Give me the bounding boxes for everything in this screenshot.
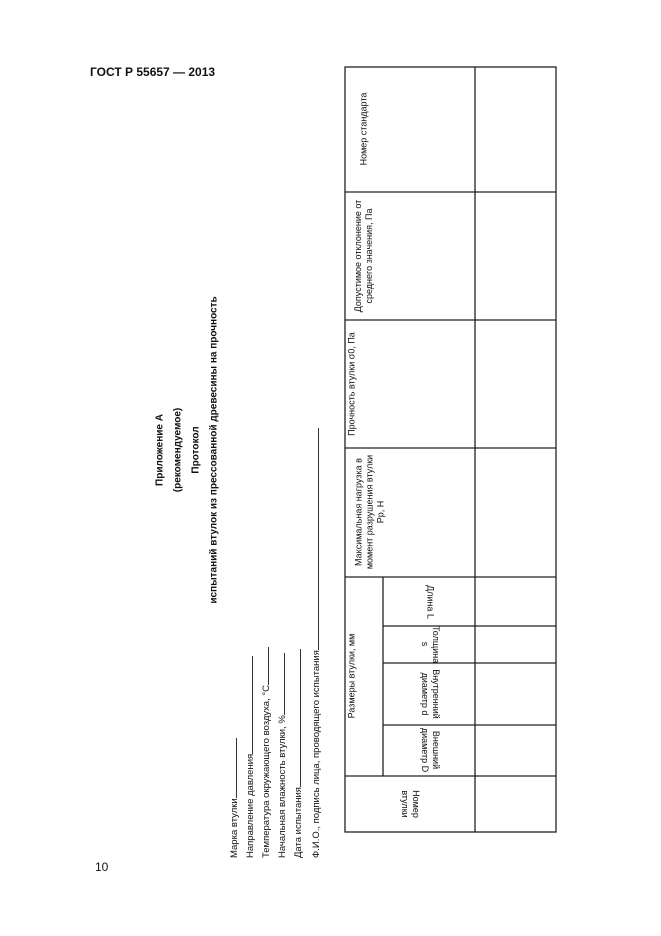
table-col-standard: Номер стандарта — [358, 92, 369, 166]
table-col-length: Длина L — [425, 585, 436, 619]
annex-status: (рекомендуемое) — [172, 407, 184, 493]
annex-title: Приложение А — [154, 414, 166, 486]
field-test-date-label: Дата испытания — [293, 787, 304, 858]
table-col-number: Номер втулки — [400, 790, 421, 818]
page-number: 10 — [95, 860, 109, 874]
field-mark-label: Марка втулки — [229, 798, 240, 858]
table-col-thickness: Толщина s — [420, 626, 441, 664]
field-initial-humidity-label: Начальная влажность втулки, % — [277, 715, 288, 858]
standard-header: ГОСТ Р 55657 — 2013 — [90, 65, 216, 79]
table-group-dimensions: Размеры втулки, мм — [346, 633, 357, 719]
table-col-inner-diameter: Внутренний диаметр d — [420, 669, 441, 719]
table-col-strength: Прочность втулки σ0, Па — [346, 332, 357, 436]
annex-doc-name: Протокол — [190, 426, 202, 474]
field-tester-label: Ф.И.О., подпись лица, проводящего испытания — [311, 650, 322, 858]
table-col-max-load: Максимальная нагрузка в момент разрушения втулки Pр, Н — [353, 454, 386, 570]
field-air-temperature-label: Температура окружающего воздуха, °С — [261, 684, 272, 858]
table-col-outer-diameter: Внешний диаметр D — [420, 727, 441, 773]
table-col-deviation: Допустимое отклонение от среднего значения, Па — [353, 199, 374, 313]
field-pressure-direction-label: Направление давления — [245, 753, 256, 858]
annex-subject: испытаний втулок из прессованной древесины на прочность — [208, 296, 220, 604]
